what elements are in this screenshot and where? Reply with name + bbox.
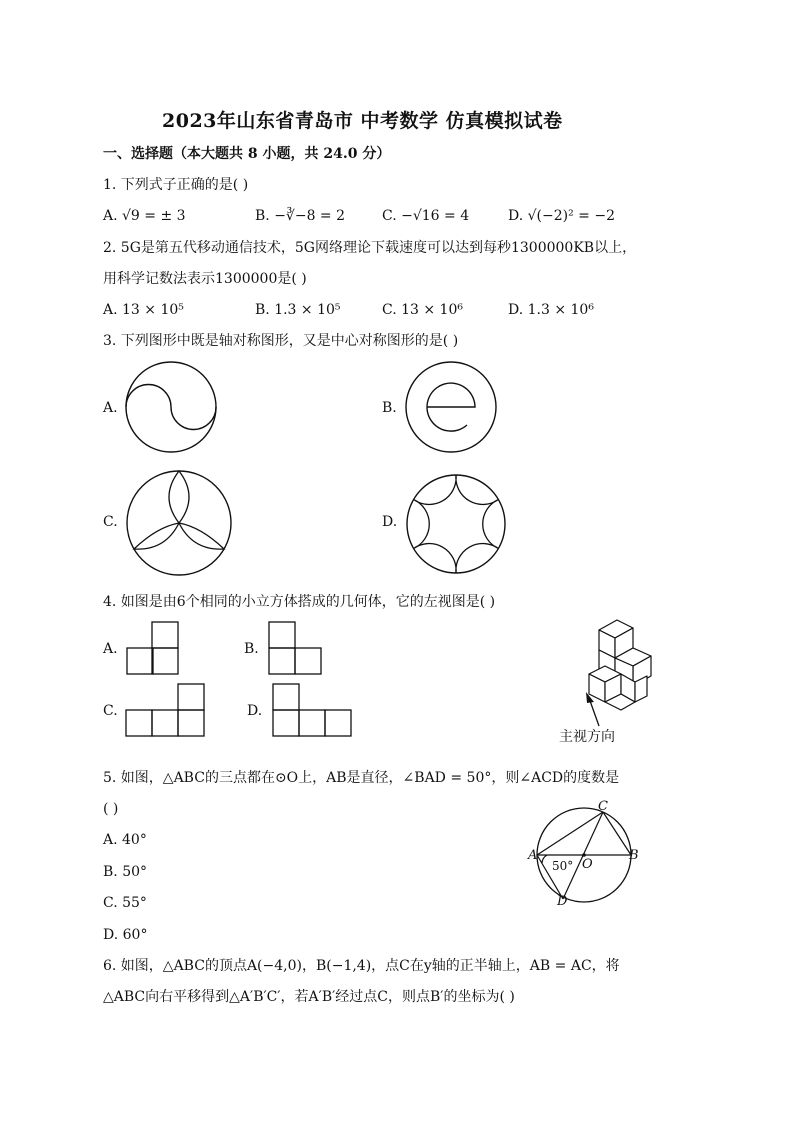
q3-label-c: C. [103,514,118,530]
q5-option-c: C. 55° [103,895,147,911]
q5-angle-label: 50° [552,859,574,873]
q5-option-b: B. 50° [103,864,148,880]
q4-figure-d [272,683,354,737]
q4-label-d: D. [247,703,263,719]
q2-stem-line1: 2. 5G是第五代移动通信技术，5G网络理论下载速度可以达到每秒1300000KB以上， [103,240,637,256]
q4-label-c: C. [103,703,118,719]
q1-option-d: D. √(−2)² = −2 [508,208,615,224]
q4-cube-stack [585,618,665,736]
q5-point-b-label: B [629,848,639,863]
q6-stem-line1: 6. 如图，△ABC的顶点A(−4,0)，B(−1,4)，点C在y轴的正半轴上，AB = AC，将 [103,958,620,974]
q5-point-c-label: C [598,799,608,814]
q1-stem: 1. 下列式子正确的是( ) [103,177,249,193]
q5-option-a: A. 40° [103,832,147,848]
q4-stem: 4. 如图是由6个相同的小立方体搭成的几何体，它的左视图是( ) [103,594,496,610]
q2-option-d: D. 1.3 × 10⁶ [508,302,594,318]
q3-label-a: A. [103,400,118,416]
page-title: 2023年山东省青岛市 中考数学 仿真模拟试卷 [162,110,563,132]
q1-option-c: C. −√16 = 4 [382,208,470,224]
q2-option-c: C. 13 × 10⁶ [382,302,463,318]
q6-stem-line2: △ABC向右平移得到△A′B′C′，若A′B′经过点C，则点B′的坐标为( ) [103,989,515,1005]
q2-option-a: A. 13 × 10⁵ [103,302,184,318]
q3-figure-a [125,361,217,453]
q1-option-b: B. −∛−8 = 2 [255,208,346,224]
q4-label-a: A. [103,641,118,657]
q5-stem-line2: ( ) [103,801,119,817]
q2-option-b: B. 1.3 × 10⁵ [255,302,341,318]
q1-option-a: A. √9 = ± 3 [103,208,186,224]
q4-figure-c [125,683,207,737]
q3-label-b: B. [382,400,397,416]
section-heading: 一、选择题（本大题共 8 小题，共 24.0 分） [103,146,391,162]
q3-figure-d [405,473,507,575]
q5-point-d-label: D [557,894,568,909]
q3-figure-b [405,361,497,453]
q5-point-o-label: O [582,857,593,872]
q4-figure-b [268,621,324,675]
q3-figure-c [125,469,233,577]
q3-label-d: D. [382,514,398,530]
q2-stem-line2: 用科学记数法表示1300000是( ) [103,271,307,287]
q5-option-d: D. 60° [103,927,148,943]
q4-figure-a [126,621,180,675]
q4-view-direction-label: 主视方向 [559,729,615,745]
q4-label-b: B. [244,641,259,657]
q5-point-a-label: A [528,848,538,863]
q3-stem: 3. 下列图形中既是轴对称图形，又是中心对称图形的是( ) [103,333,459,349]
q5-stem-line1: 5. 如图，△ABC的三点都在⊙O上，AB是直径，∠BAD = 50°，则∠ACD的度数是 [103,770,620,786]
